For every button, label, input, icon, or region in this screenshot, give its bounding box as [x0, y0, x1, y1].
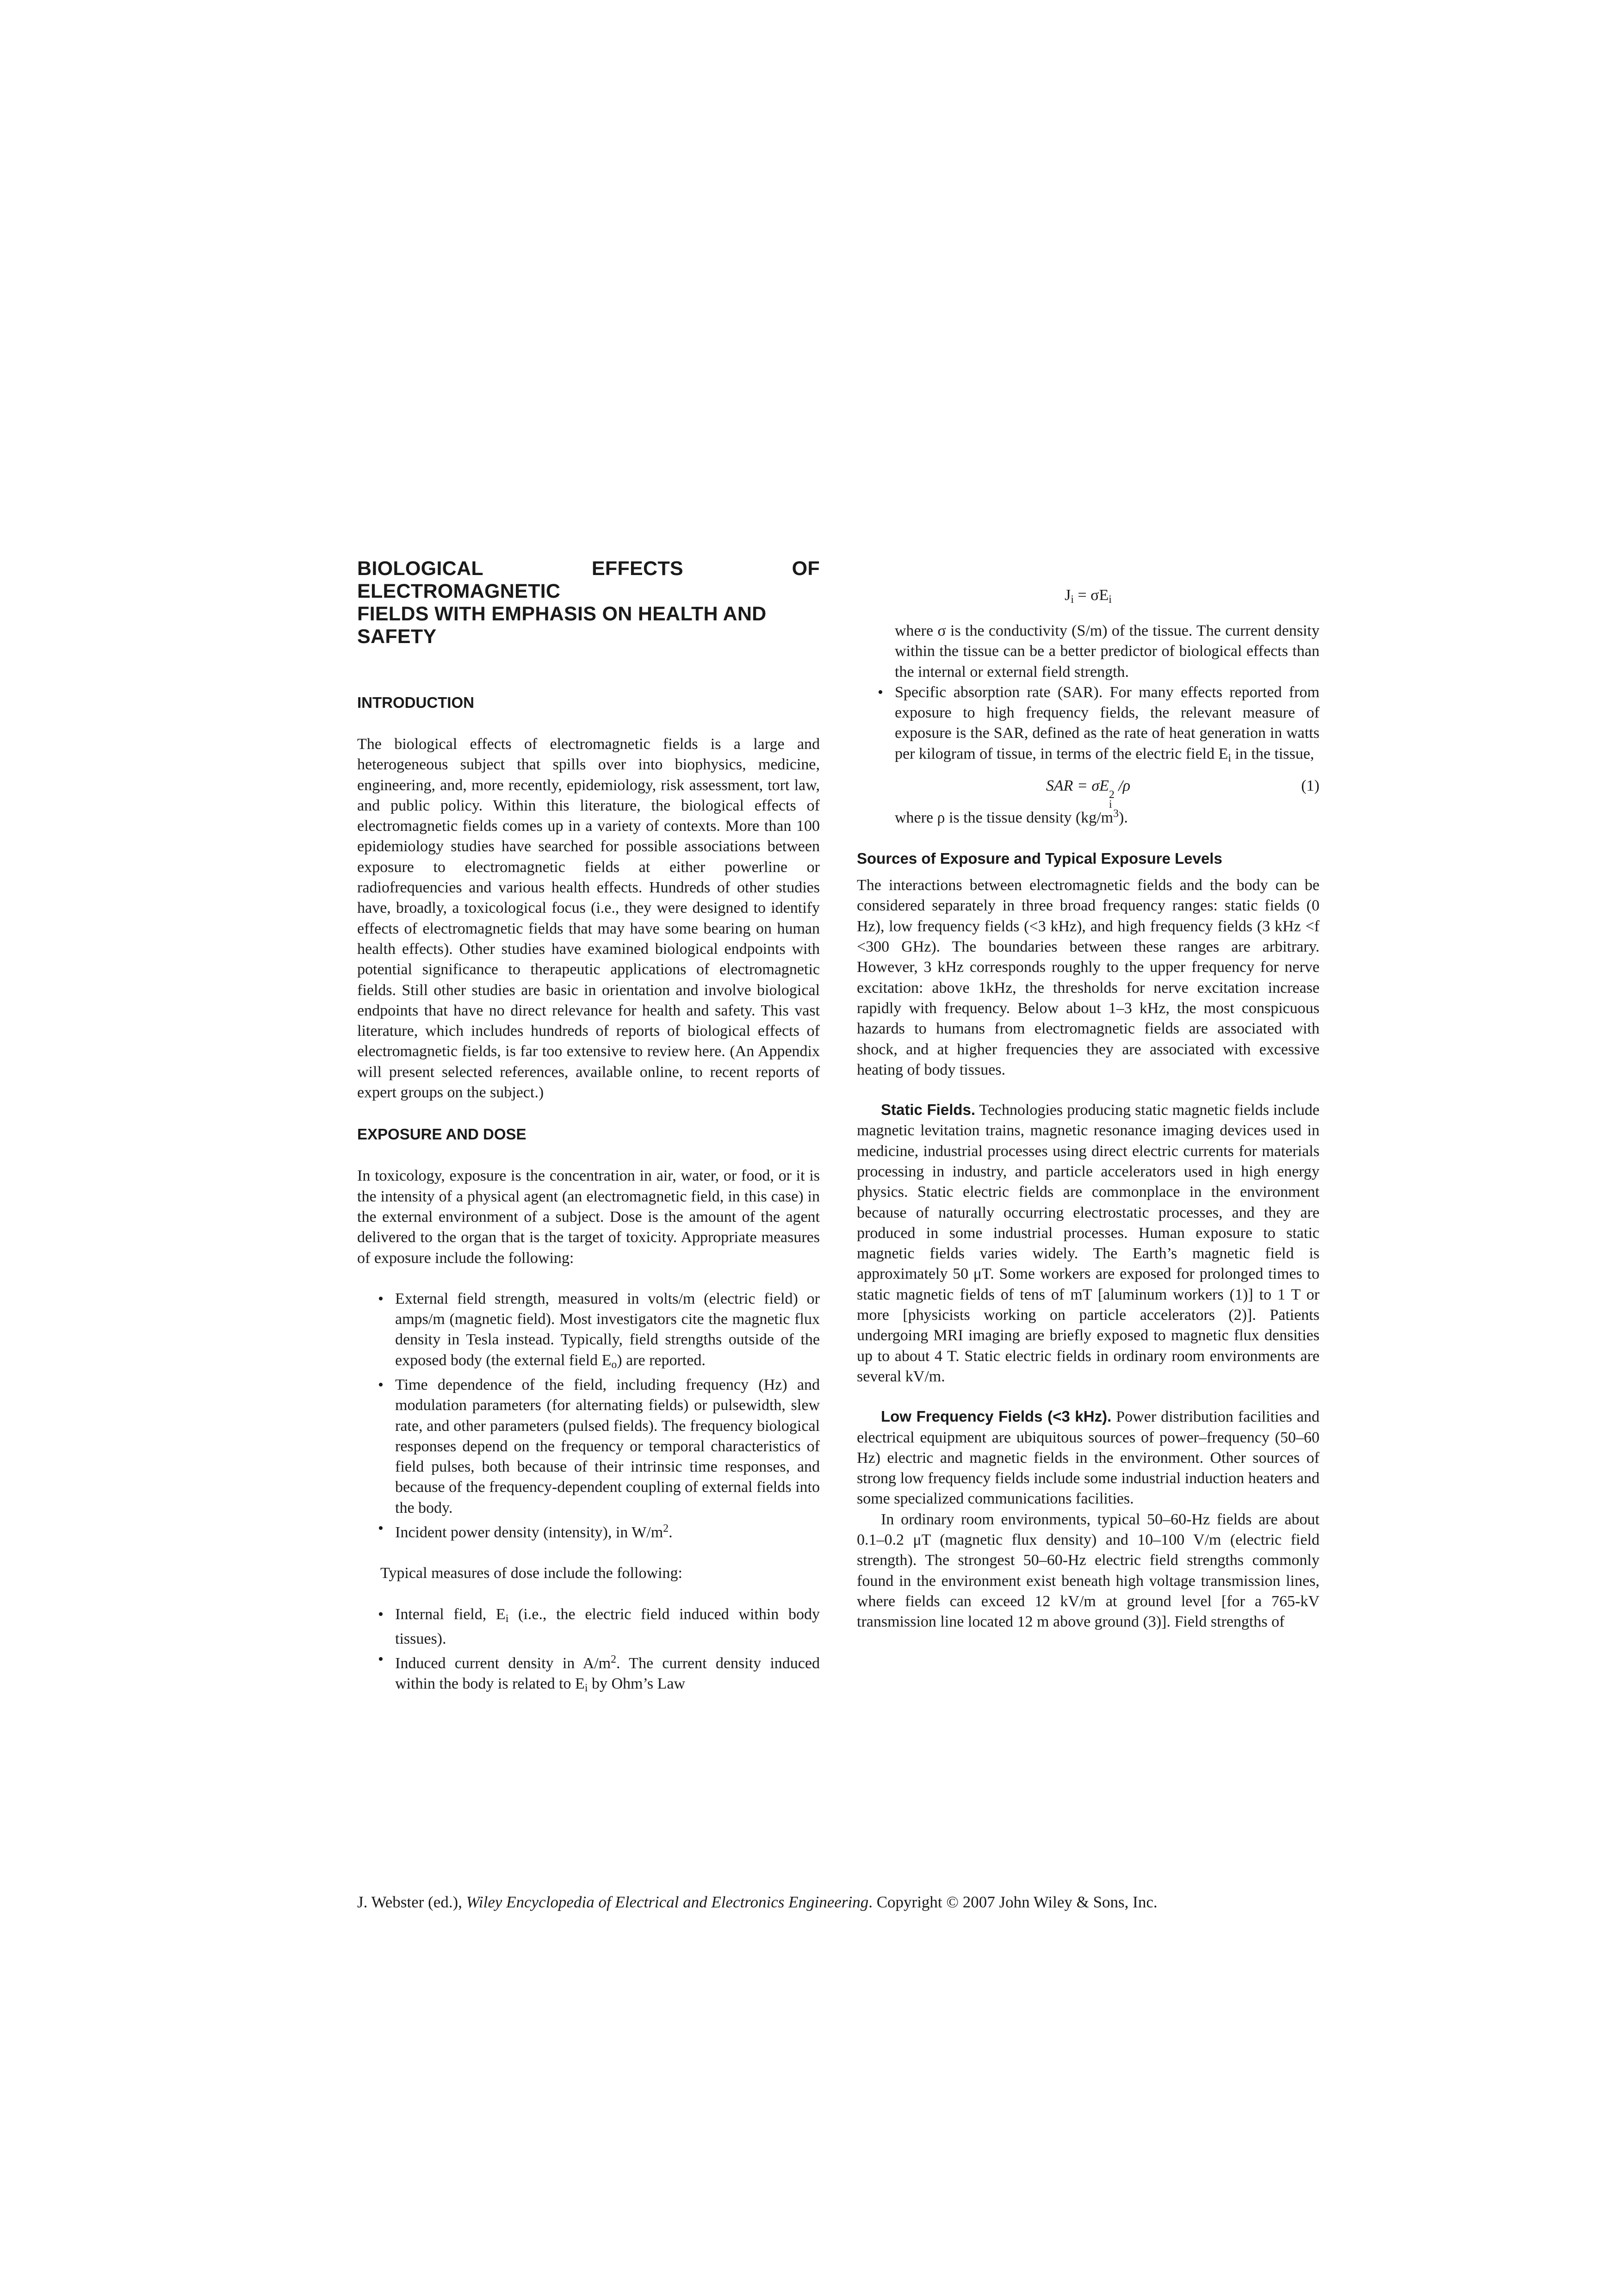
equation-number: (1): [1301, 777, 1319, 794]
equation-sar: SAR = σE 2 i /ρ (1): [857, 776, 1319, 796]
density-paragraph: where ρ is the tissue density $(kg/m^3)$.: [895, 807, 1128, 826]
list-item: • Time dependence of the field, including frequency (Hz) and modulation parameters (for alternating fields) or pulsewidth, slew rate, and other parameters (pulsed fields). The frequency biological responses depend on the frequency or temporal characteristics of field pulses, both because of their intrinsic time responses, and because of the frequency-dependent coupling of external fields into the body.: [378, 1376, 820, 1516]
copyright-footer: J. Webster (ed.), Wiley Encyclopedia of Electrical and Electronics Engineering. Copyright © 2007 John Wiley & Sons, Inc.: [357, 1893, 1158, 1911]
static-fields-paragraph: Static Fields. Technologies producing static magnetic fields include magnetic levitation trains, magnetic resonance imaging devices used in medicine, industrial processes using direct electric currents for materials processing in industry, and particle accelerators used in high energy physics. Static electric fields are commonplace in the environment because of naturally occurring electrostatic processes, and they are produced in some industrial processes. Human exposure to static magnetic fields varies widely. The Earth’s magnetic field is approximately 50 μT. Some workers are exposed for prolonged times to static magnetic fields of tens of mT [aluminum workers (1)] to 1 T or more [physicists working on particle accelerators (2)]. Patients undergoing MRI imaging are briefly exposed to magnetic flux densities up to about 4 T. Static electric fields in ordinary room environments are several kV/m.: [857, 1101, 1320, 1385]
subsection-heading-sources: Sources of Exposure and Typical Exposure Levels: [857, 850, 1222, 867]
left-column: [357, 557, 820, 1698]
low-frequency-paragraph: Low Frequency Fields (<3 kHz). Power distribution facilities and electrical equipment are ubiquitous sources of power–frequency (50–60 Hz) electric and magnetic fields in the environment. Other sources of strong low frequency fields include some industrial induction heaters and some specialized communications facilities.: [857, 1408, 1320, 1508]
runin-heading-low-frequency: Low Frequency Fields (<3 kHz).: [881, 1408, 1112, 1425]
exposure-measures-list: [357, 1289, 820, 1543]
low-frequency-paragraph-2: In ordinary room environments, typical 50–60-Hz fields are about 0.1–0.2 μT (magnetic flux density) and 10–100 V/m (electric field strength). The strongest 50–60-Hz electric field strengths commonly found in the environment exist beneath high voltage transmission lines, where fields can exceed 12 kV/m at ground level [for a 765-kV transmission line located 12 m above ground (3)]. Field strengths of: [857, 1510, 1319, 1631]
sar-list: [857, 682, 1319, 768]
sources-paragraph: The interactions between electromagnetic fields and the body can be considered separately in three broad frequency ranges: static fields (0 Hz), low frequency fields (<3 kHz), and high frequency fields (3 kHz <f <300 GHz). The boundaries between these ranges are arbitrary. However, 3 kHz corresponds roughly to the upper frequency for nerve excitation: above 1kHz, the thresholds for nerve excitation increase rapidly with frequency. Below about 1–3 kHz, the most conspicuous hazards to humans from electromagnetic fields are associated with shock, and at higher frequencies they are associated with excessive heating of body tissues.: [857, 877, 1319, 1078]
list-item: • Internal field, $E_i$ (i.e., the electric field induced within body tissues).: [378, 1605, 820, 1647]
dose-measures-list: [357, 1604, 820, 1699]
list-item: • Specific absorption rate (SAR). For many effects reported from exposure to high frequency fields, the relevant measure of exposure is the SAR, defined as the rate of heat generation in watts per kilogram of tissue, in terms of the electric field $E_i$ in the tissue,: [878, 683, 1319, 764]
article-title: BIOLOGICAL EFFECTS OF ELECTROMAGNETIC FIELDS WITH EMPHASIS ON HEALTH AND SAFETY: [357, 557, 820, 648]
exposure-paragraph: In toxicology, exposure is the concentration in air, water, or food, or it is the intensity of a physical agent (an electromagnetic field, in this case) in the external environment of a subject. Dose is the amount of the agent delivered to the organ that is the target of toxicity. Appropriate measures of exposure include the following:: [357, 1167, 820, 1267]
conductivity-paragraph: where σ is the conductivity (S/m) of the tissue. The current density within the tissue can be a better predictor of biological effects than the internal or external field strength.: [895, 622, 1319, 681]
introduction-paragraph: The biological effects of electromagnetic fields is a large and heterogeneous subject that spills over into biophysics, medicine, engineering, and, more recently, epidemiology, risk assessment, tort law, and public policy. Within this literature, the biological effects of electromagnetic fields comes up in a variety of contexts. More than 100 epidemiology studies have searched for possible associations between exposure to electromagnetic fields at either powerline or radiofrequencies and various health effects. Hundreds of other studies have, broadly, a toxicological focus (i.e., they were designed to identify effects of electromagnetic fields that may have some bearing on human health effects). Other studies have examined biological endpoints with potential significance to therapeutic applications of electromagnetic fields. Still other studies are basic in orientation and involve biological endpoints that have no direct relevance for health and safety. This vast literature, which includes hundreds of reports of biological effects of electromagnetic fields, is far too extensive to review here. (An Appendix will present selected references, available online, to recent reports of expert groups on the subject.): [357, 736, 820, 1102]
section-heading-introduction: INTRODUCTION: [357, 694, 474, 711]
section-heading-exposure: EXPOSURE AND DOSE: [357, 1126, 527, 1143]
list-item: • Induced current density in $A/m^2$. The current density induced within the body is related to $E_i$ by Ohm’s Law: [378, 1651, 820, 1695]
right-column: [857, 585, 1319, 1633]
equation-ohms-law: $J_i = \sigma E_i$: [1065, 587, 1112, 606]
dose-intro: Typical measures of dose include the following:: [380, 1565, 682, 1582]
runin-heading-static: Static Fields.: [881, 1101, 976, 1119]
list-item: • Incident power density (intensity), in $W/m^2$.: [378, 1520, 673, 1541]
list-item: • External field strength, measured in volts/m (electric field) or amps/m (magnetic field). Most investigators cite the magnetic flux density in Tesla instead. Typically, field strengths outside of the exposed body (the external field $E_o$) are reported.: [378, 1290, 820, 1371]
